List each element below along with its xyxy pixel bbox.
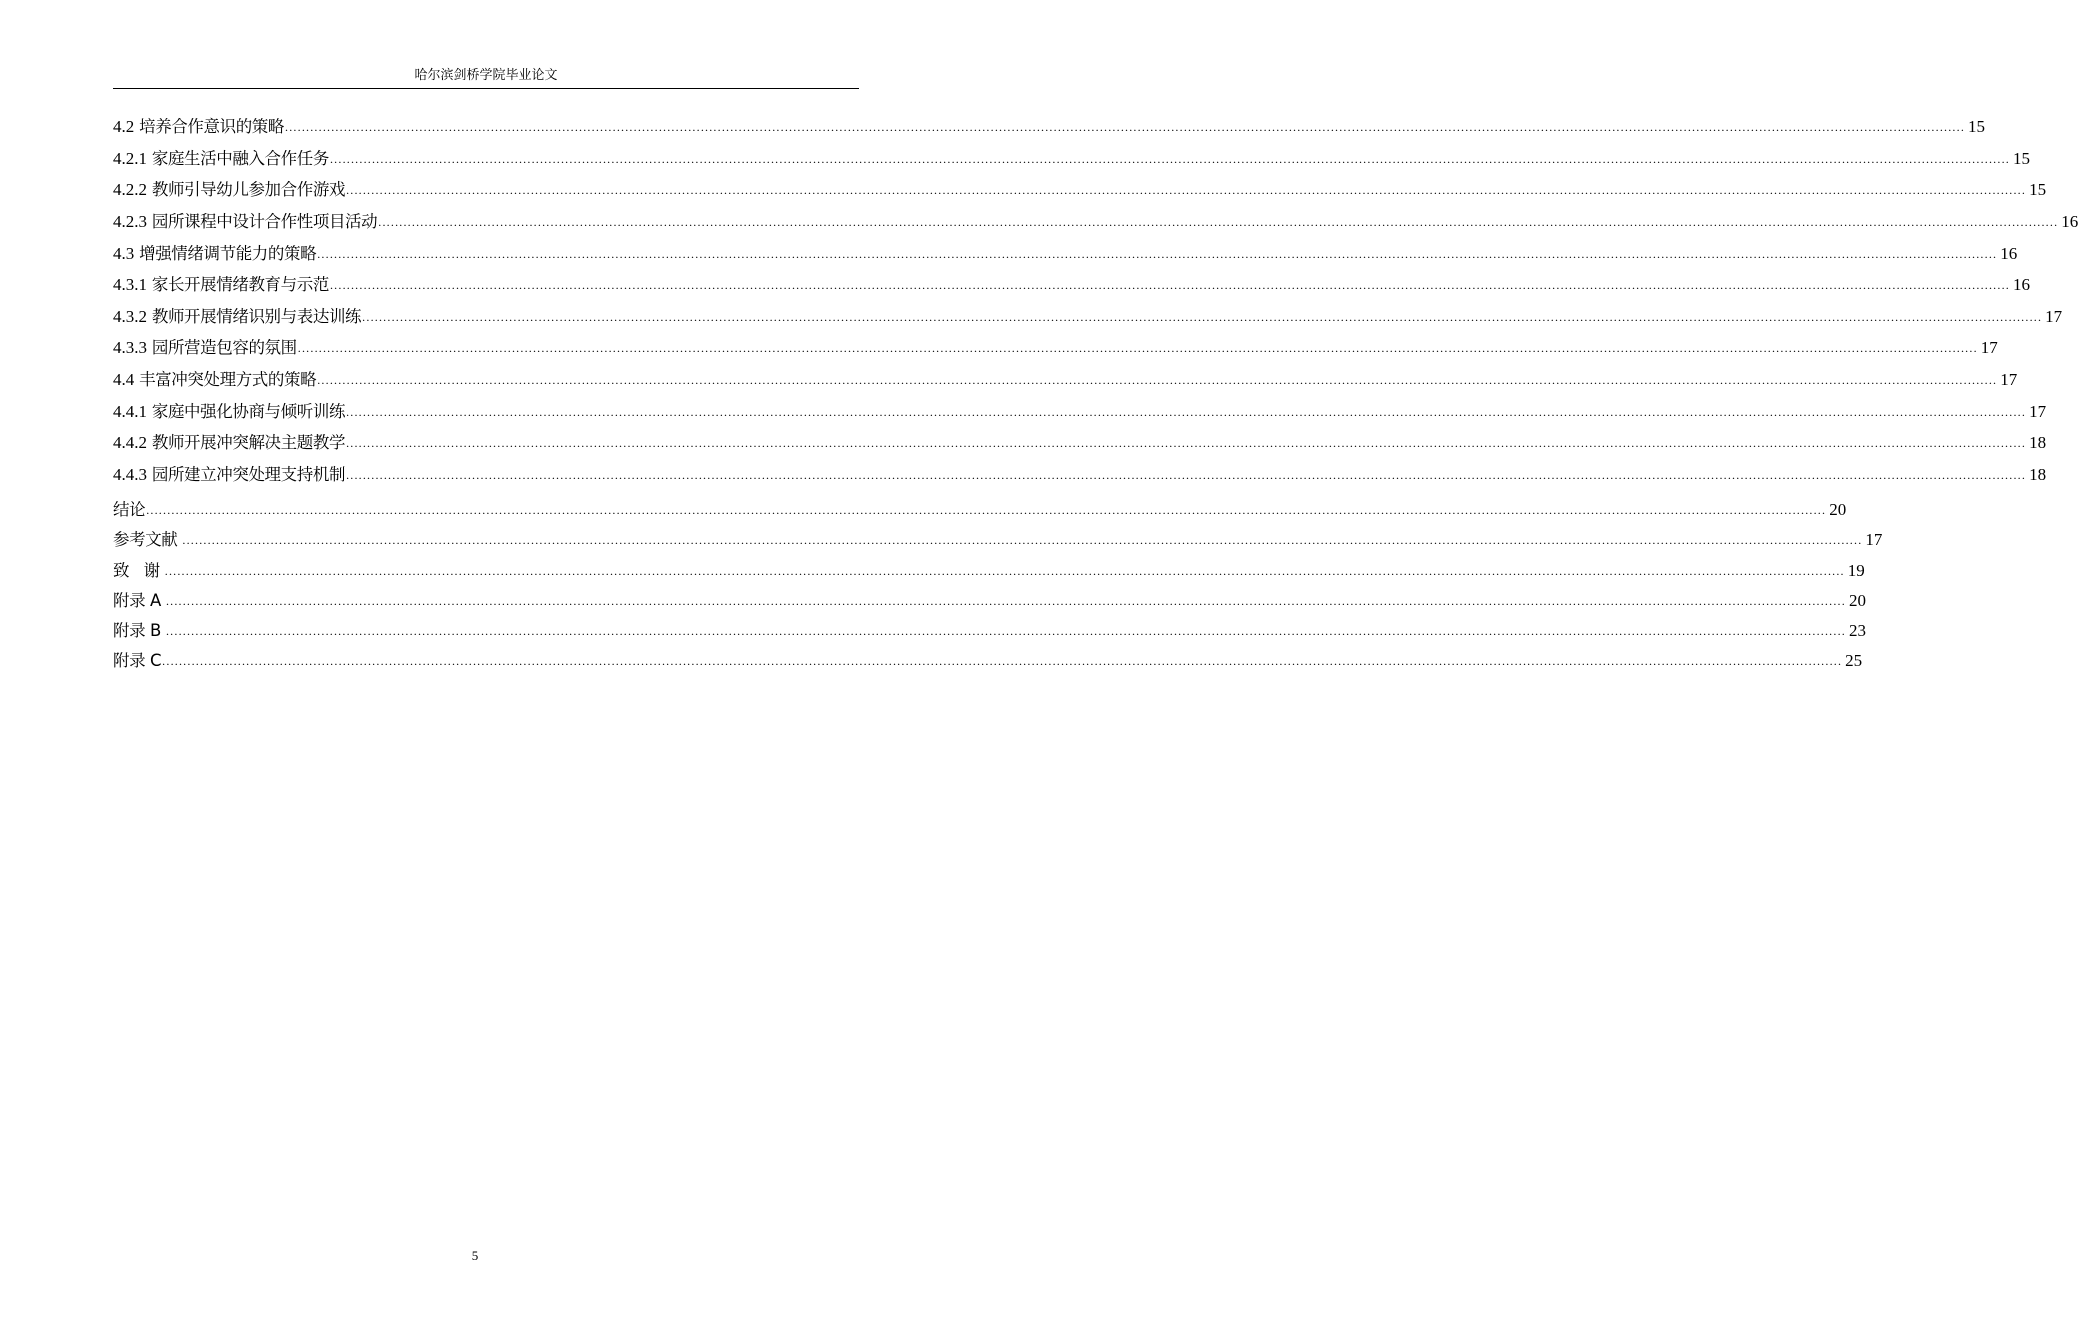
toc-entry-title: 增强情绪调节能力的策略	[139, 244, 317, 263]
toc-entry-number: 4.4.1	[113, 402, 147, 421]
toc-entry-page: 25	[1845, 651, 1863, 670]
toc-leader-dots: ................................................................................................................................................................................................................................................................................................................................................................................................................	[146, 503, 1827, 517]
toc-entry-title: 参考文献	[113, 530, 178, 549]
toc-leader-dots: ................................................................................................................................................................................................................................................................................................................................................................................................................	[317, 373, 1998, 387]
toc-entry-page: 17	[2000, 370, 2018, 389]
toc-entry-number: 4.4.2	[113, 433, 147, 452]
toc-leader-dots: ................................................................................................................................................................................................................................................................................................................................................................................................................	[162, 654, 1843, 668]
toc-entry-title: 家长开展情绪教育与示范	[151, 275, 329, 294]
toc-entry-page: 15	[1968, 117, 1986, 136]
toc-leader-dots: ................................................................................................................................................................................................................................................................................................................................................................................................................	[329, 152, 2010, 166]
toc-entry-appendix-a[interactable]	[113, 588, 1866, 614]
toc-leader-dots: ................................................................................................................................................................................................................................................................................................................................................................................................................	[297, 341, 1978, 355]
page-number: 5	[471, 1248, 479, 1263]
toc-entry-title: 家庭中强化协商与倾听训练	[151, 402, 346, 421]
toc-entry[interactable]	[113, 177, 2047, 203]
toc-entry-title: 教师引导幼儿参加合作游戏	[151, 180, 346, 199]
toc-leader-dots: ................................................................................................................................................................................................................................................................................................................................................................................................................	[378, 215, 2059, 229]
toc-entry-page: 17	[1980, 338, 1998, 357]
toc-entry[interactable]	[113, 367, 2018, 393]
table-of-contents	[113, 0, 2078, 700]
toc-leader-dots: ................................................................................................................................................................................................................................................................................................................................................................................................................	[346, 405, 2027, 419]
toc-entry[interactable]	[113, 462, 2047, 488]
toc-entry[interactable]	[113, 241, 2018, 267]
toc-entry-references[interactable]	[113, 527, 1883, 553]
toc-entry-appendix-b[interactable]	[113, 618, 1866, 644]
toc-entry-page: 15	[2029, 180, 2047, 199]
toc-entry-title: 附录 A	[113, 591, 161, 610]
toc-entry[interactable]	[113, 304, 2063, 330]
toc-entry-acknowledgements[interactable]	[113, 558, 1865, 584]
toc-entry-page: 18	[2029, 465, 2047, 484]
toc-entry-title: 结论	[113, 500, 146, 519]
header-title: 哈尔滨剑桥学院毕业论文	[414, 68, 558, 83]
toc-entry[interactable]	[113, 335, 1998, 361]
toc-entry[interactable]	[113, 146, 2030, 172]
toc-entry-number: 4.2	[113, 117, 135, 136]
toc-leader-dots: ................................................................................................................................................................................................................................................................................................................................................................................................................	[165, 594, 1846, 608]
toc-entry-number: 4.3	[113, 244, 135, 263]
toc-entry-title: 培养合作意识的策略	[139, 117, 285, 136]
toc-entry-number: 4.4	[113, 370, 135, 389]
toc-leader-dots: ................................................................................................................................................................................................................................................................................................................................................................................................................	[346, 468, 2027, 482]
toc-entry[interactable]	[113, 272, 2030, 298]
toc-entry-page: 19	[1847, 561, 1865, 580]
toc-entry[interactable]	[113, 114, 1986, 140]
toc-leader-dots: ................................................................................................................................................................................................................................................................................................................................................................................................................	[346, 183, 2027, 197]
toc-entry-conclusion[interactable]	[113, 497, 1847, 523]
toc-entry-page: 16	[2061, 212, 2078, 231]
toc-entry-number: 4.3.3	[113, 338, 147, 357]
toc-leader-dots: ................................................................................................................................................................................................................................................................................................................................................................................................................	[346, 436, 2027, 450]
toc-entry-number: 4.2.3	[113, 212, 147, 231]
toc-entry-page: 17	[2029, 402, 2047, 421]
toc-entry-page: 17	[1865, 530, 1883, 549]
toc-leader-dots: ................................................................................................................................................................................................................................................................................................................................................................................................................	[164, 564, 1845, 578]
toc-entry-page: 20	[1829, 500, 1847, 519]
toc-entry-number: 4.2.2	[113, 180, 147, 199]
toc-entry-title: 附录 B	[113, 621, 161, 640]
toc-entry-number: 4.3.1	[113, 275, 147, 294]
toc-entry-title: 园所建立冲突处理支持机制	[151, 465, 346, 484]
toc-entry-title: 园所营造包容的氛围	[151, 338, 297, 357]
toc-entry-title: 家庭生活中融入合作任务	[151, 149, 329, 168]
toc-leader-dots: ................................................................................................................................................................................................................................................................................................................................................................................................................	[165, 624, 1846, 638]
toc-entry-appendix-c[interactable]	[113, 648, 1863, 674]
toc-entry-title: 教师开展情绪识别与表达训练	[151, 307, 362, 326]
toc-entry-page: 20	[1848, 591, 1866, 610]
toc-entry-page: 16	[2012, 275, 2030, 294]
toc-entry-number: 4.2.1	[113, 149, 147, 168]
toc-entry-title: 丰富冲突处理方式的策略	[139, 370, 317, 389]
toc-leader-dots: ................................................................................................................................................................................................................................................................................................................................................................................................................	[329, 278, 2010, 292]
toc-entry-page: 15	[2012, 149, 2030, 168]
toc-entry[interactable]	[113, 209, 2078, 235]
toc-entry-page: 23	[1848, 621, 1866, 640]
toc-entry-number: 4.4.3	[113, 465, 147, 484]
toc-entry-title: 附录 C	[113, 651, 162, 670]
toc-entry-number: 4.3.2	[113, 307, 147, 326]
toc-entry-page: 16	[2000, 244, 2018, 263]
toc-entry-title: 致 谢	[113, 561, 160, 580]
toc-leader-dots: ................................................................................................................................................................................................................................................................................................................................................................................................................	[362, 310, 2043, 324]
toc-entry[interactable]	[113, 430, 2047, 456]
toc-entry-page: 17	[2045, 307, 2063, 326]
toc-leader-dots: ................................................................................................................................................................................................................................................................................................................................................................................................................	[317, 247, 1998, 261]
toc-entry-title: 园所课程中设计合作性项目活动	[151, 212, 378, 231]
toc-entry-page: 18	[2029, 433, 2047, 452]
toc-leader-dots: ................................................................................................................................................................................................................................................................................................................................................................................................................	[182, 533, 1863, 547]
toc-entry-title: 教师开展冲突解决主题教学	[151, 433, 346, 452]
toc-leader-dots: ................................................................................................................................................................................................................................................................................................................................................................................................................	[285, 120, 1966, 134]
toc-entry[interactable]	[113, 399, 2047, 425]
